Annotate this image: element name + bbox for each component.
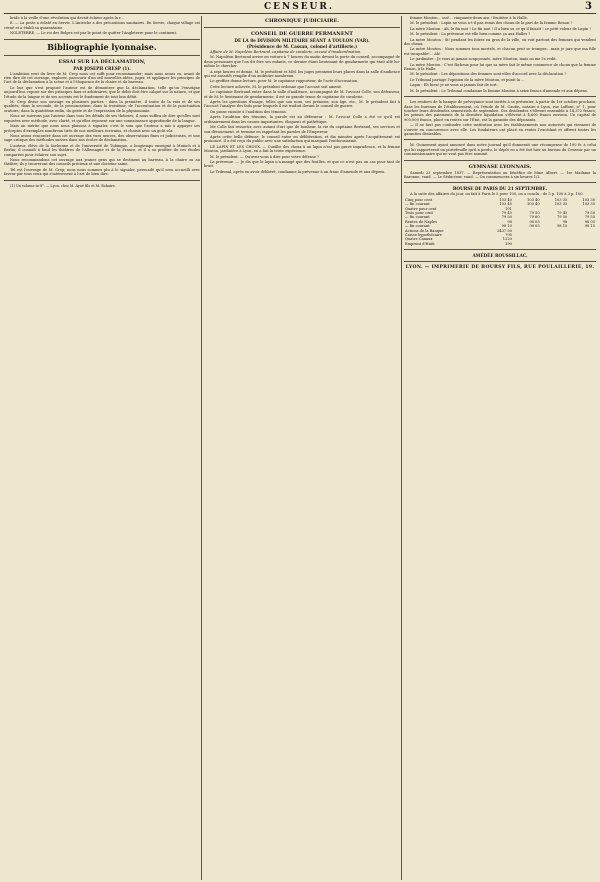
article-paragraph: La mère Mouton : C'est fâcheux pour lui que sa mère fait le même commerce de choux que la femme Renon, à la Halle. bbox=[404, 62, 596, 72]
notice-guinement: M. Guinement ayant annoncé dans notre journal qu'il donnerait une récompense de 100 fr. à celui qui lui rapporterait un portefeuille qu'il a perdu, le dépôt en a été fait hier au bureau du Censeur par un commissionnaire qui ne veut pas être nommé. bbox=[404, 143, 596, 157]
bourse-label: — fin courant bbox=[405, 224, 430, 229]
bourse-label: Quatre pour cent bbox=[405, 206, 437, 211]
bourse-label: Actions de la Banque bbox=[405, 228, 444, 233]
gerant-signature: AMÉDÉE ROUSSILLAC. bbox=[472, 253, 528, 259]
bourse-label: Trois pour cent bbox=[405, 211, 433, 215]
article-paragraph: Le greffier donne lecture, pour M. le capitaine rapporteur, de l'acte d'accusation. bbox=[210, 79, 359, 84]
column-divider bbox=[201, 16, 202, 880]
article-paragraph: Mais un mérite que nous nous plaisons à signaler, c'est le soin que l'auteur a mis à appuyer ses préceptes d'exemples nombreux tirés de nos meilleurs écrivains, et choisis avec un goût sûr. bbox=[4, 124, 200, 133]
divider bbox=[4, 180, 200, 181]
article-paragraph: Après les questions d'usage, telles que son nom, ses prénoms, son âge, etc., M. le président fait à l'accusé l'analyse des faits pour lesquels il est traduit devant le conseil de guerre. bbox=[204, 100, 400, 109]
bourse-value: 98 05 bbox=[529, 219, 540, 224]
article-paragraph: Le capitaine Bertrand entre dans la salle d'audience, accompagné de M. l'avocat Colle, son défenseur, et de M. le lieutenant de gendarmerie; il est en grande tenue de capitaine de cavalerie. bbox=[204, 90, 400, 99]
news-item: E. — La peste a éclaté en Servie. L'Autriche a des précautions sanitaires. En Servie, chaque village est cerné et a établi sa quarantaine. bbox=[4, 21, 200, 30]
bourse-value: 795 bbox=[505, 233, 512, 238]
divider bbox=[404, 160, 596, 161]
divider bbox=[4, 55, 200, 56]
article-paragraph: On passe ensuite à l'audition des témoins. bbox=[210, 109, 287, 114]
article-paragraph: Le Tribunal partage l'opinion de la mère Mouton, et punit la ... bbox=[410, 77, 525, 82]
gymnase-text: Samedi 23 septembre 1837. — Représentation au bénéfice de Mme Albert. — 1re Madame la Baronne, vaud. — Le Séducteur, vaud. — On commencera à six heures 1/2. bbox=[404, 170, 596, 179]
bourse-value: 79 50 bbox=[529, 211, 540, 215]
bourse-value bbox=[513, 242, 541, 246]
article-paragraph: Après l'audition des témoins, la parole est au défenseur : M. l'avocat Colle a été ce qu'il est ordinairement dans les causes importantes, éloquent et pathétique. bbox=[204, 115, 400, 124]
column-1 bbox=[4, 16, 200, 880]
article-paragraph: M. Crep divise son ouvrage en plusieurs parties : dans la première, il traite de la voix et de ses qualités; dans la seconde, de la prononciation; dans la troisième, de l'accentuation et de la ponctuation oratoire; dans la quatrième enfin, du geste et de l'expression de la physionomie. bbox=[4, 100, 200, 113]
article-paragraph: Après cette belle défense, le conseil entre en délibération, et dix minutes après l'acquittement est prononcé. Il a été reçu du public avec une satisfaction qui marquait l'enthousiasme. bbox=[204, 134, 400, 144]
bourse-note: A la suite des affaires du jour, on fait à Paris le 5 pour 100, on a conclu : de 5 p. 100 à 3 p. 100. bbox=[410, 192, 584, 197]
article-paragraph: Me Colle fait ressortir, avec autant d'art que de bonheur, la vie du capitaine Bertrand, ses services et son dévouement, et termine en rappelant les paroles de l'Empereur. bbox=[204, 125, 400, 134]
bourse-label: Rentes de Naples bbox=[405, 219, 437, 224]
article-paragraph: M. le président : Les dépositions des femmes sont-elles d'accord avec la déclaration ? bbox=[410, 72, 567, 77]
page-header bbox=[6, 2, 592, 12]
bourse-value: 103 40 bbox=[527, 197, 540, 202]
article-paragraph: Nous recommandons cet ouvrage aux jeunes gens qui se destinent au barreau, à la chaire ou au théâtre; ils y trouveront des conseils précieux et une doctrine saine. bbox=[4, 157, 200, 167]
bourse-value: 103 35 bbox=[554, 197, 568, 202]
article-title: ESSAI SUR LA DÉCLAMATION, bbox=[58, 58, 146, 65]
divider bbox=[404, 96, 596, 97]
article-paragraph: LE LAPIN ET LES CHOUX. — Cueillir des choux à un lapin n'est pas grave imprudence, et la femme Mouton, jardinière à Lyon, en a fait la triste expérience. bbox=[204, 144, 400, 154]
bourse-value: 79 50 bbox=[584, 211, 595, 215]
section-heading-chronique: CHRONIQUE JUDICIAIRE. bbox=[264, 18, 340, 24]
bourse-value: 79 45 bbox=[557, 211, 568, 215]
bourse-label: Caisse hypothécaire bbox=[405, 233, 442, 238]
divider bbox=[404, 139, 596, 140]
section-heading-bibliographie: Bibliographie lyonnaise. bbox=[47, 41, 157, 52]
article-paragraph: femme Mouton... oui!... cinquante-deux ans ! fruitière à la Halle. bbox=[410, 16, 528, 20]
page-number: 3 bbox=[585, 1, 592, 12]
article-paragraph: La mère Mouton : Ah, le fin mot ! Le fin mot ! Il a bien su ce qu'il faisait ! ce petit voleur de Lapin ! bbox=[410, 26, 591, 31]
bourse-value: 98 05 bbox=[529, 224, 540, 229]
bourse-value: 98 10 bbox=[557, 224, 568, 229]
bourse-label: Emprunt d'Haïti bbox=[405, 241, 435, 246]
bourse-table bbox=[404, 198, 596, 246]
footnote: (1) Un volume in-8°. — Lyon, chez M. Ayné fils et M. Bohaire. bbox=[10, 183, 116, 188]
divider bbox=[4, 39, 200, 40]
bourse-value: 101 bbox=[505, 206, 512, 211]
bourse-value: 98 15 bbox=[584, 224, 595, 229]
bourse-row bbox=[404, 242, 596, 246]
article-paragraph: La prévenue. — Je dis que le lapin n'a mangé que des feuilles, et que ce n'est pas un cas pour tant de bruit. bbox=[204, 159, 400, 169]
article-paragraph: A sept heures et demie, M. le président et MM. les juges prennent leurs places dans la salle d'audience qui est aussitôt remplie d'un auditoire nombreux. bbox=[204, 69, 400, 79]
article-paragraph: M. le président. — Qu'avez-vous à dire pour votre défense ? bbox=[210, 154, 320, 159]
imprint-line: LYON. — IMPRIMERIE DE BOURSY FILS, RUE POULAILLERIE, 19. bbox=[405, 265, 595, 271]
article-paragraph: M. Napoléon Bertrand arrive en voiture à 7 heures du matin devant la porte du conseil, accompagné de deux personnes que l'on dit être ses enfants, ce dernier étant lieutenant de gendarmerie qui était allé lui-même le chercher. bbox=[204, 55, 400, 69]
notice-banque: Les rentiers de la banque de prévoyance sont invités à se présenter, à partir du 1er octobre prochain, dans les bureaux de l'établissement, où l'étude de M. Cautin, notaire à Lyon, rue Laffont, n° 1, pour toucher leurs dividendes semestriels de septembre. Ces dividendes s'élèvent ensemble à 14,372 francs; les primes des paiements de la dernière liquidation s'élèvent à 4,600 francs environ. Un capital de 900,000 francs, placé en rentes sur l'État, est la garantie des déposants. bbox=[404, 100, 596, 122]
article-paragraph: Le Tribunal, après en avoir délibéré, condamne la prévenue à un franc d'amende et aux dépens. bbox=[210, 169, 386, 174]
article-paragraph: Le but que s'est proposé l'auteur est de démontrer que la déclamation, telle qu'on l'enseigne aujourd'hui, repose sur des principes faux et arbitraires; que le débit doit être calqué sur la nature, et que l'étude de la langue et de ses accents est le fondement de tout bon débit. bbox=[4, 85, 200, 99]
bourse-value bbox=[568, 242, 596, 246]
bourse-label: — fin courant bbox=[405, 202, 430, 207]
court-subtitle: DE LA 8e DIVISION MILITAIRE SÉANT A TOULON (VAR). bbox=[234, 38, 370, 43]
bourse-value: 98 10 bbox=[501, 224, 512, 229]
bourse-label: — fin courant bbox=[405, 215, 430, 220]
bourse-value: 79 50 bbox=[501, 215, 512, 220]
article-paragraph: M. le président : Lapin ne vous a-t-il pas remis des choux de la part de la femme Renon ? bbox=[410, 21, 573, 26]
bourse-value: 98 bbox=[507, 219, 512, 224]
article-paragraph: Le jardinière : Je vous ai jamais soupçonnée, mère Mouton; mais on me l'a redit. bbox=[410, 57, 557, 62]
article-paragraph: M. le président : Le Tribunal condamne la femme Mouton à seize francs d'amende et aux dépens. bbox=[410, 88, 589, 93]
notice-banque-2: — Il ne faut pas confondre cette institution avec les établissements non autorisés qui viennent de s'ouvrir en concurrence avec elle. Les fondateurs ont placé en rentes l'excédant et offrent toutes les garanties désirables. bbox=[404, 123, 596, 136]
article-paragraph: L'auteur, élève de la Sorbonne et de l'université de Tubingue, a longtemps enseigné à Munich et à Berlin; il connaît à fond les théâtres de l'Allemagne et de la France, et il a su profiter de ces études comparées pour éclairer son sujet. bbox=[4, 143, 200, 157]
court-presidency: (Présidence de M. Cassan, colonel d'artillerie.) bbox=[246, 44, 358, 49]
bourse-value bbox=[541, 242, 569, 246]
bourse-value: 103 30 bbox=[582, 197, 595, 202]
column-3 bbox=[404, 16, 596, 880]
article-paragraph: La mère Mouton : Si! pendant les foires en gros de la ville, on voit partout des femmes qui vendent des choux. bbox=[404, 37, 596, 47]
article-paragraph: Nous ne suivrons pas l'auteur dans tous les détails de ses théories; il nous suffira de dire qu'elles sont exposées avec méthode, avec clarté, et qu'elles reposent sur une connaissance approfondie de la langue. bbox=[4, 114, 200, 123]
divider bbox=[404, 182, 596, 183]
divider bbox=[404, 249, 596, 250]
bourse-value: 79 60 bbox=[529, 215, 540, 220]
news-item: NGLETERRE. — Le roi des Belges est par le point de quitter l'Angleterre pour le continent. bbox=[10, 31, 178, 36]
divider bbox=[404, 261, 596, 262]
article-paragraph: La mère Mouton : Nous sommes tous mortels, et chacun peut se tromper... mais je jure que ma fille est incapable!... Ah! bbox=[404, 47, 596, 56]
article-paragraph: M. le président : La prévenue est-elle bien comme ça aux Halles ? bbox=[410, 32, 531, 37]
bourse-value: 79 50 bbox=[557, 215, 568, 220]
article-author: PAR JOSEPH CRESP (1). bbox=[73, 65, 131, 71]
case-title: Affaire de M. Napoléon Bertrand, capitaine de cavalerie, accusé d'insubordination. bbox=[210, 50, 362, 54]
court-title: CONSEIL DE GUERRE PERMANENT bbox=[251, 31, 353, 37]
bourse-value: 98 05 bbox=[584, 219, 595, 224]
divider bbox=[204, 27, 400, 28]
header-rule bbox=[4, 13, 596, 14]
bourse-value: 103 40 bbox=[499, 197, 512, 202]
bourse-value: 103 35 bbox=[554, 202, 568, 207]
column-2 bbox=[204, 16, 400, 880]
newspaper-title: CENSEUR. bbox=[263, 2, 335, 12]
bourse-value: 1220 bbox=[502, 237, 512, 242]
bourse-value: 103 35 bbox=[582, 202, 595, 207]
bourse-value: 79 45 bbox=[501, 211, 512, 215]
bourse-label: Cinq pour cent bbox=[405, 197, 433, 202]
bourse-value: 2437 50 bbox=[497, 228, 512, 233]
bourse-value: 103 40 bbox=[527, 202, 540, 207]
article-paragraph: Tel est l'ouvrage de M. Crep; nous nous sommes plu à le signaler, persuadé qu'il sera accueilli avec faveur par tous ceux qui s'intéressent à l'art de bien dire. bbox=[4, 167, 200, 177]
bourse-label: Quatre Canaux bbox=[405, 237, 433, 242]
article-paragraph: Lapin : Eh bien! je ne vous ai jamais fait de tort. bbox=[410, 83, 498, 88]
article-paragraph: Nous avons rencontré dans cet ouvrage des vues neuves, des observations fines et judicieuses, et une sage critique des méthodes suivies dans nos écoles de déclamation. bbox=[4, 133, 200, 143]
bourse-heading: BOURSE DE PARIS DU 21 SEPTEMBRE. bbox=[452, 186, 548, 192]
bourse-value: 290 bbox=[505, 241, 512, 246]
article-paragraph: L'ambition veut du livre de M. Crep nous cet suffi pour recommander; mais nous avons vu, avant de rien dire de cet ouvrage, explorer, parcourir d'un œil nouvelles idées, juger, et appliquer les principes de l'art de la déclamation à la scène et à l'éloquence de la chaire et du barreau. bbox=[4, 71, 200, 85]
article-paragraph: Cette lecture achevée, M. le président ordonne que l'accusé soit amené. bbox=[210, 84, 342, 89]
bourse-value: 79 55 bbox=[584, 215, 595, 220]
news-item: bride à la veille d'une révolution qui devait éclater après la r... bbox=[10, 16, 124, 20]
gymnase-heading: GYMNASE LYONNAIS. bbox=[468, 163, 532, 170]
bourse-value: 103 45 bbox=[499, 202, 512, 207]
bourse-value: 98 bbox=[562, 219, 568, 224]
column-divider bbox=[401, 16, 402, 880]
